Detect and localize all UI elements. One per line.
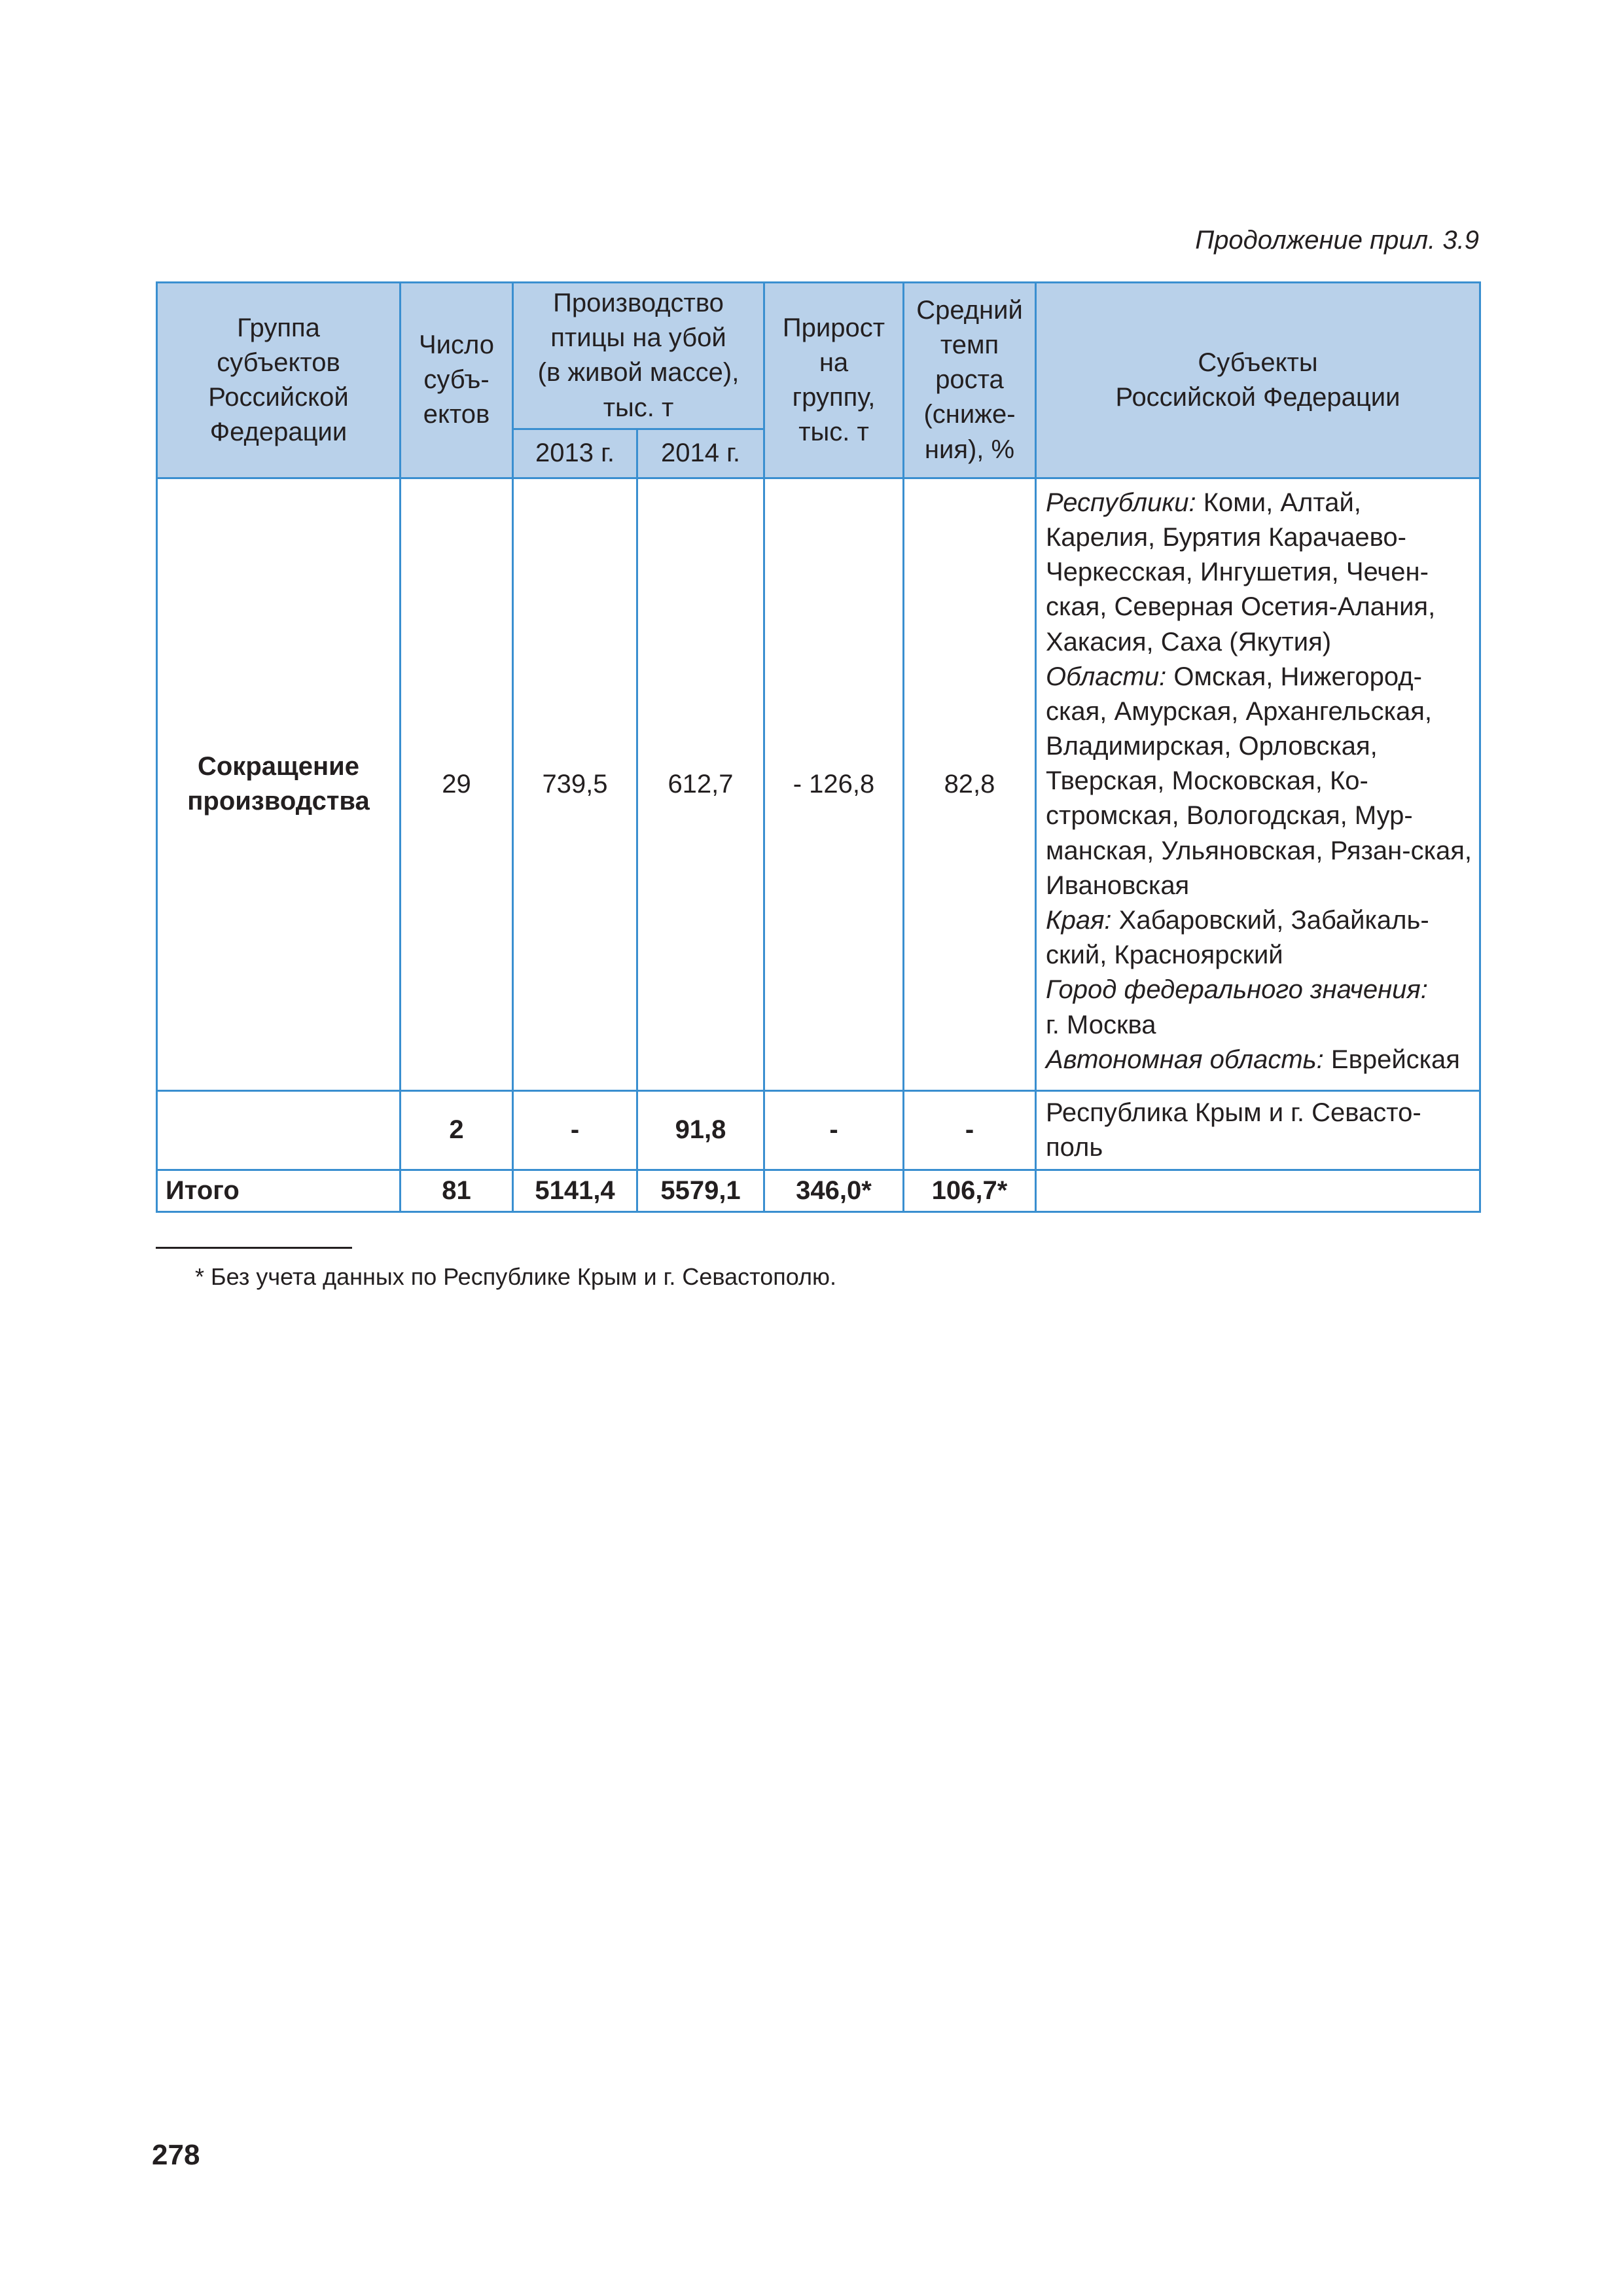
total-2013: 5141,4 bbox=[513, 1170, 637, 1212]
header-subjects: Субъекты Российской Федерации bbox=[1036, 283, 1480, 478]
header-rate: Средний темп роста (сниже- ния), % bbox=[904, 283, 1036, 478]
total-rate: 106,7* bbox=[904, 1170, 1036, 1212]
row-growth: - bbox=[764, 1090, 904, 1170]
ao-list: Еврейская bbox=[1323, 1045, 1460, 1074]
city-list: г. Москва bbox=[1046, 1010, 1156, 1039]
row-count: 29 bbox=[401, 478, 513, 1090]
row-2014: 91,8 bbox=[637, 1090, 764, 1170]
row-count: 2 bbox=[401, 1090, 513, 1170]
header-year-2014: 2014 г. bbox=[637, 429, 764, 478]
row-rate: 82,8 bbox=[904, 478, 1036, 1090]
row-2013: - bbox=[513, 1090, 637, 1170]
header-growth: Прирост на группу, тыс. т bbox=[764, 283, 904, 478]
row-growth: - 126,8 bbox=[764, 478, 904, 1090]
total-subjects bbox=[1036, 1170, 1480, 1212]
total-2014: 5579,1 bbox=[637, 1170, 764, 1212]
row-group bbox=[157, 1090, 401, 1170]
republics-list: Коми, Алтай, Карелия, Бурятия Карачаево-Черкесская, Ингушетия, Чечен-ская, Северная Осетия-Алания, Хакасия, Саха (Якутия) bbox=[1046, 488, 1436, 656]
page-number: 278 bbox=[152, 2139, 200, 2171]
regions-list: Омская, Нижегород-ская, Амурская, Архангельская, Владимирская, Орловская, Тверская, Московская, Ко-стромская, Вологодская, Мур-манская, Ульяновская, Рязан-ская, Ивановская bbox=[1046, 662, 1472, 900]
header-year-2013: 2013 г. bbox=[513, 429, 637, 478]
row-group: Сокращение производства bbox=[157, 478, 401, 1090]
table-row-reduction bbox=[157, 478, 1480, 1090]
row-rate: - bbox=[904, 1090, 1036, 1170]
city-label: Город федерального значения: bbox=[1046, 975, 1428, 1005]
header-count: Число субъ- ектов bbox=[401, 283, 513, 478]
header-row-1 bbox=[157, 283, 1480, 429]
krai-label: Края: bbox=[1046, 906, 1112, 935]
row-subjects bbox=[1036, 478, 1480, 1090]
table-row-crimea bbox=[157, 1090, 1480, 1170]
poultry-production-table bbox=[156, 281, 1481, 1213]
footnote: * Без учета данных по Республике Крым и г. Севастополю. bbox=[195, 1263, 836, 1290]
header-group: Группа субъектов Российской Федерации bbox=[157, 283, 401, 478]
row-subjects: Республика Крым и г. Севасто-поль bbox=[1036, 1090, 1480, 1170]
total-growth: 346,0* bbox=[764, 1170, 904, 1212]
table-row-total bbox=[157, 1170, 1480, 1212]
total-label: Итого bbox=[157, 1170, 401, 1212]
continuation-label: Продолжение прил. 3.9 bbox=[1195, 226, 1479, 255]
header-production: Производство птицы на убой (в живой массе), тыс. т bbox=[513, 283, 764, 429]
row-2013: 739,5 bbox=[513, 478, 637, 1090]
republics-label: Республики: bbox=[1046, 488, 1196, 517]
regions-label: Области: bbox=[1046, 662, 1167, 691]
total-count: 81 bbox=[401, 1170, 513, 1212]
footnote-divider bbox=[156, 1247, 352, 1249]
krai-list: Хабаровский, Забайкаль-ский, Красноярский bbox=[1046, 906, 1429, 970]
ao-label: Автономная область: bbox=[1046, 1045, 1324, 1074]
row-2014: 612,7 bbox=[637, 478, 764, 1090]
